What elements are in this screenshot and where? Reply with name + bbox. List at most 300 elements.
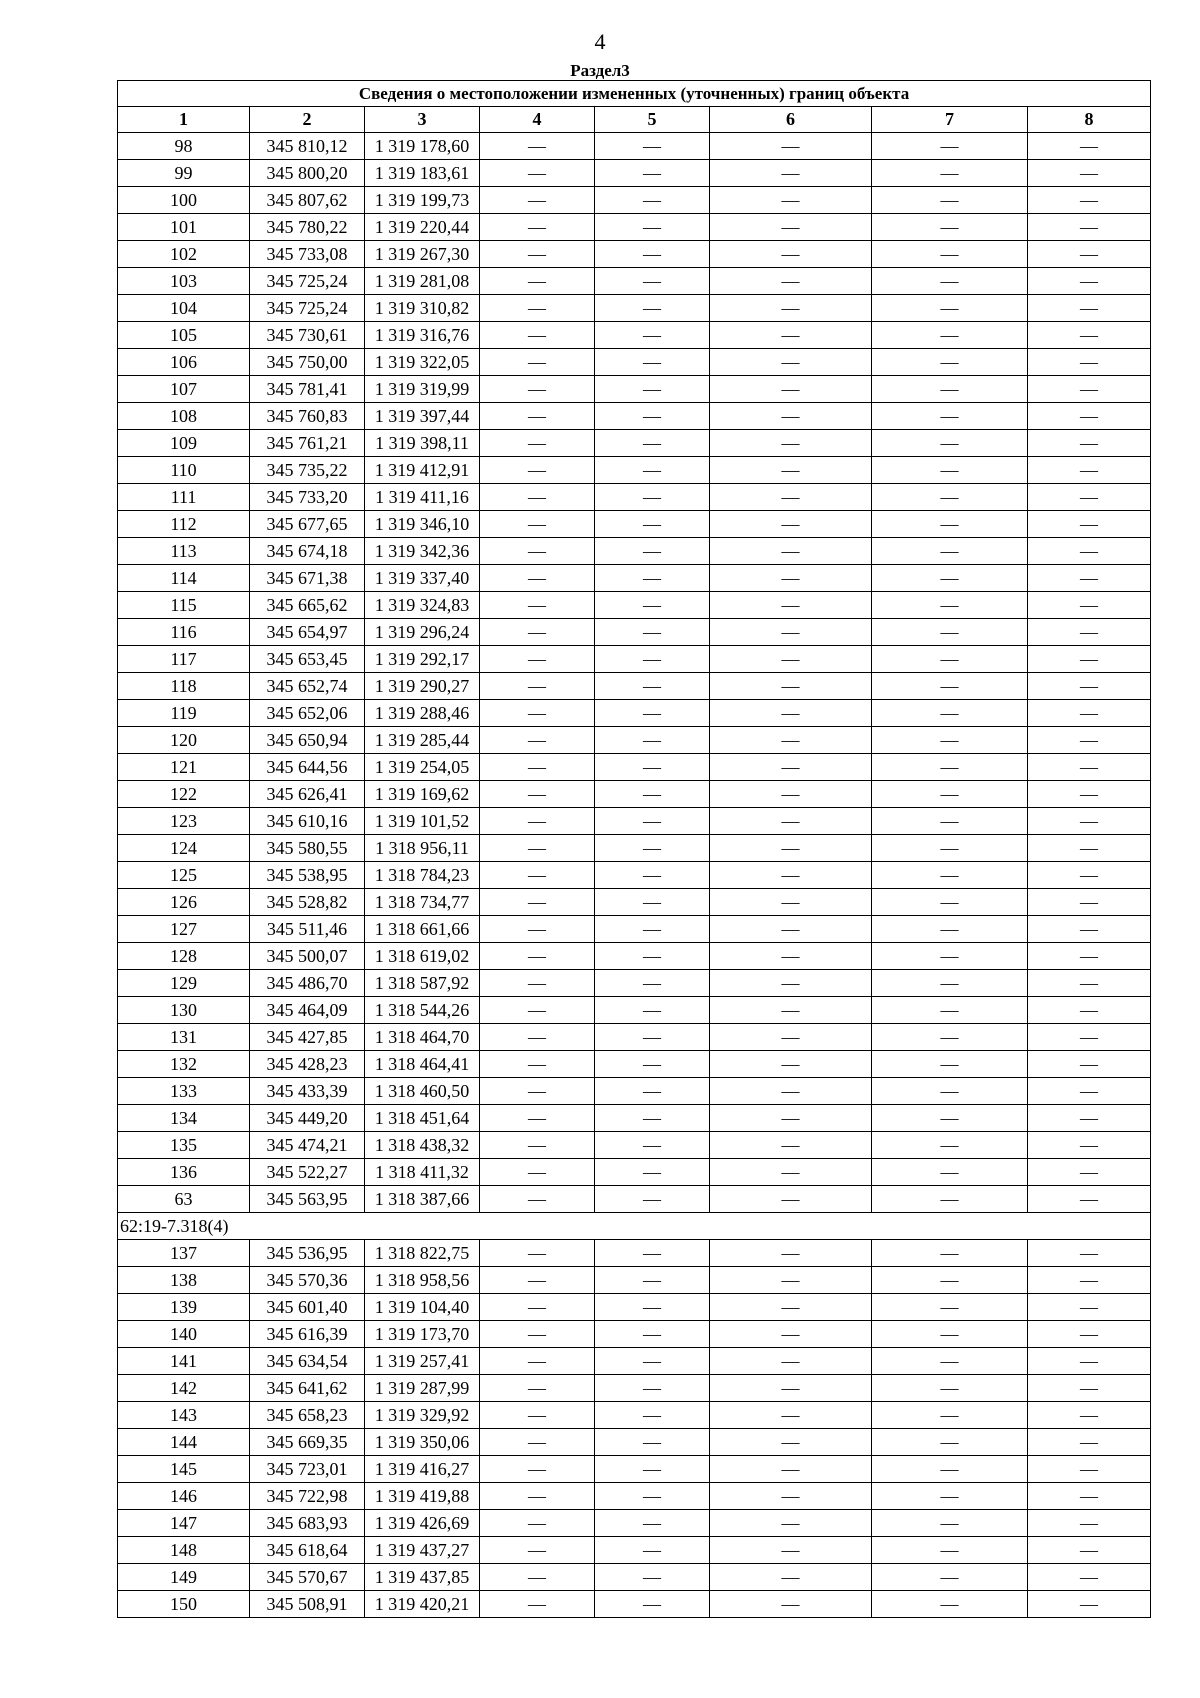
empty-value-cell: —: [595, 268, 710, 295]
empty-value-cell: —: [480, 862, 595, 889]
empty-value-cell: —: [595, 1159, 710, 1186]
coord-x-cell: 345 725,24: [250, 295, 365, 322]
coord-y-cell: 1 319 426,69: [365, 1510, 480, 1537]
empty-value-cell: —: [480, 1402, 595, 1429]
empty-value-cell: —: [595, 133, 710, 160]
empty-value-cell: —: [710, 1456, 872, 1483]
coord-y-cell: 1 318 734,77: [365, 889, 480, 916]
empty-value-cell: —: [1028, 1024, 1151, 1051]
empty-value-cell: —: [595, 1321, 710, 1348]
point-number-cell: 140: [118, 1321, 250, 1348]
coord-y-cell: 1 318 387,66: [365, 1186, 480, 1213]
point-number-cell: 100: [118, 187, 250, 214]
empty-value-cell: —: [1028, 997, 1151, 1024]
empty-value-cell: —: [480, 1321, 595, 1348]
empty-value-cell: —: [872, 187, 1028, 214]
table-row: [118, 1456, 1151, 1483]
empty-value-cell: —: [480, 430, 595, 457]
empty-value-cell: —: [480, 1591, 595, 1618]
empty-value-cell: —: [872, 376, 1028, 403]
empty-value-cell: —: [710, 1078, 872, 1105]
empty-value-cell: —: [480, 565, 595, 592]
point-number-cell: 103: [118, 268, 250, 295]
empty-value-cell: —: [595, 403, 710, 430]
table-row: [118, 133, 1151, 160]
empty-value-cell: —: [595, 1402, 710, 1429]
coord-y-cell: 1 319 419,88: [365, 1483, 480, 1510]
column-header: 2: [250, 107, 365, 133]
coord-x-cell: 345 474,21: [250, 1132, 365, 1159]
point-number-cell: 149: [118, 1564, 250, 1591]
empty-value-cell: —: [872, 1429, 1028, 1456]
empty-value-cell: —: [710, 1186, 872, 1213]
empty-value-cell: —: [480, 1078, 595, 1105]
empty-value-cell: —: [595, 970, 710, 997]
coord-y-cell: 1 319 329,92: [365, 1402, 480, 1429]
empty-value-cell: —: [595, 673, 710, 700]
coord-y-cell: 1 318 784,23: [365, 862, 480, 889]
empty-value-cell: —: [710, 619, 872, 646]
empty-value-cell: —: [480, 511, 595, 538]
empty-value-cell: —: [710, 1105, 872, 1132]
coord-x-cell: 345 781,41: [250, 376, 365, 403]
point-number-cell: 125: [118, 862, 250, 889]
empty-value-cell: —: [710, 808, 872, 835]
coord-y-cell: 1 318 661,66: [365, 916, 480, 943]
coord-x-cell: 345 733,08: [250, 241, 365, 268]
table-title: Сведения о местоположении измененных (уточненных) границ объекта: [118, 81, 1151, 107]
column-header: 1: [118, 107, 250, 133]
empty-value-cell: —: [595, 1483, 710, 1510]
empty-value-cell: —: [1028, 484, 1151, 511]
empty-value-cell: —: [480, 700, 595, 727]
table-row: [118, 1537, 1151, 1564]
empty-value-cell: —: [710, 1159, 872, 1186]
coord-x-cell: 345 730,61: [250, 322, 365, 349]
coord-x-cell: 345 652,74: [250, 673, 365, 700]
empty-value-cell: —: [595, 862, 710, 889]
empty-value-cell: —: [710, 538, 872, 565]
coord-x-cell: 345 580,55: [250, 835, 365, 862]
point-number-cell: 124: [118, 835, 250, 862]
empty-value-cell: —: [1028, 1321, 1151, 1348]
coord-y-cell: 1 319 220,44: [365, 214, 480, 241]
empty-value-cell: —: [872, 1537, 1028, 1564]
coord-x-cell: 345 658,23: [250, 1402, 365, 1429]
empty-value-cell: —: [595, 646, 710, 673]
empty-value-cell: —: [595, 484, 710, 511]
empty-value-cell: —: [710, 1510, 872, 1537]
empty-value-cell: —: [480, 241, 595, 268]
coord-y-cell: 1 319 420,21: [365, 1591, 480, 1618]
empty-value-cell: —: [710, 970, 872, 997]
empty-value-cell: —: [872, 457, 1028, 484]
empty-value-cell: —: [480, 673, 595, 700]
table-row: [118, 1402, 1151, 1429]
parcel-code: 62:19-7.318(4): [118, 1213, 1151, 1240]
table-row: [118, 781, 1151, 808]
point-number-cell: 102: [118, 241, 250, 268]
empty-value-cell: —: [595, 1294, 710, 1321]
empty-value-cell: —: [710, 1051, 872, 1078]
boundary-coordinates-table: [117, 80, 1151, 1618]
empty-value-cell: —: [710, 403, 872, 430]
table-row: [118, 457, 1151, 484]
table-row: [118, 889, 1151, 916]
empty-value-cell: —: [480, 349, 595, 376]
empty-value-cell: —: [710, 889, 872, 916]
coord-y-cell: 1 319 288,46: [365, 700, 480, 727]
empty-value-cell: —: [872, 700, 1028, 727]
empty-value-cell: —: [710, 943, 872, 970]
empty-value-cell: —: [595, 376, 710, 403]
empty-value-cell: —: [1028, 1051, 1151, 1078]
coord-y-cell: 1 319 178,60: [365, 133, 480, 160]
empty-value-cell: —: [480, 1483, 595, 1510]
empty-value-cell: —: [872, 1159, 1028, 1186]
table-row: [118, 862, 1151, 889]
empty-value-cell: —: [872, 1510, 1028, 1537]
empty-value-cell: —: [480, 781, 595, 808]
empty-value-cell: —: [595, 700, 710, 727]
empty-value-cell: —: [710, 1348, 872, 1375]
coord-y-cell: 1 319 316,76: [365, 322, 480, 349]
table-row: [118, 538, 1151, 565]
table-row: [118, 1483, 1151, 1510]
table-row: [118, 187, 1151, 214]
empty-value-cell: —: [710, 268, 872, 295]
empty-value-cell: —: [480, 1051, 595, 1078]
empty-value-cell: —: [872, 754, 1028, 781]
point-number-cell: 120: [118, 727, 250, 754]
coord-x-cell: 345 570,36: [250, 1267, 365, 1294]
table-row: [118, 970, 1151, 997]
empty-value-cell: —: [710, 1024, 872, 1051]
empty-value-cell: —: [710, 133, 872, 160]
empty-value-cell: —: [480, 187, 595, 214]
empty-value-cell: —: [595, 889, 710, 916]
empty-value-cell: —: [1028, 1456, 1151, 1483]
empty-value-cell: —: [710, 457, 872, 484]
empty-value-cell: —: [710, 187, 872, 214]
table-row: [118, 214, 1151, 241]
empty-value-cell: —: [872, 889, 1028, 916]
empty-value-cell: —: [595, 1510, 710, 1537]
coord-y-cell: 1 318 464,70: [365, 1024, 480, 1051]
table-row: [118, 727, 1151, 754]
table-row: [118, 1375, 1151, 1402]
empty-value-cell: —: [1028, 1186, 1151, 1213]
coord-x-cell: 345 722,98: [250, 1483, 365, 1510]
point-number-cell: 107: [118, 376, 250, 403]
table-row: [118, 160, 1151, 187]
empty-value-cell: —: [595, 295, 710, 322]
coord-x-cell: 345 610,16: [250, 808, 365, 835]
empty-value-cell: —: [595, 214, 710, 241]
empty-value-cell: —: [480, 835, 595, 862]
empty-value-cell: —: [710, 862, 872, 889]
coord-x-cell: 345 570,67: [250, 1564, 365, 1591]
coord-x-cell: 345 677,65: [250, 511, 365, 538]
empty-value-cell: —: [480, 322, 595, 349]
table-row: [118, 1429, 1151, 1456]
point-number-cell: 119: [118, 700, 250, 727]
coord-y-cell: 1 319 350,06: [365, 1429, 480, 1456]
empty-value-cell: —: [1028, 1564, 1151, 1591]
empty-value-cell: —: [872, 1375, 1028, 1402]
empty-value-cell: —: [480, 1375, 595, 1402]
empty-value-cell: —: [1028, 511, 1151, 538]
empty-value-cell: —: [872, 349, 1028, 376]
empty-value-cell: —: [710, 241, 872, 268]
empty-value-cell: —: [872, 511, 1028, 538]
coord-y-cell: 1 319 257,41: [365, 1348, 480, 1375]
empty-value-cell: —: [710, 1591, 872, 1618]
column-header: 3: [365, 107, 480, 133]
empty-value-cell: —: [595, 1375, 710, 1402]
coord-x-cell: 345 486,70: [250, 970, 365, 997]
empty-value-cell: —: [872, 160, 1028, 187]
empty-value-cell: —: [872, 1186, 1028, 1213]
table-row: [118, 1105, 1151, 1132]
coord-x-cell: 345 644,56: [250, 754, 365, 781]
point-number-cell: 127: [118, 916, 250, 943]
coord-y-cell: 1 319 437,27: [365, 1537, 480, 1564]
coord-y-cell: 1 319 183,61: [365, 160, 480, 187]
table-row: [118, 619, 1151, 646]
coord-x-cell: 345 674,18: [250, 538, 365, 565]
table-row: [118, 997, 1151, 1024]
empty-value-cell: —: [1028, 133, 1151, 160]
empty-value-cell: —: [595, 1564, 710, 1591]
coord-x-cell: 345 761,21: [250, 430, 365, 457]
table-row: [118, 1591, 1151, 1618]
coord-y-cell: 1 319 104,40: [365, 1294, 480, 1321]
empty-value-cell: —: [1028, 727, 1151, 754]
coord-x-cell: 345 750,00: [250, 349, 365, 376]
point-number-cell: 123: [118, 808, 250, 835]
coord-y-cell: 1 319 101,52: [365, 808, 480, 835]
empty-value-cell: —: [872, 1078, 1028, 1105]
empty-value-cell: —: [710, 1267, 872, 1294]
coord-x-cell: 345 500,07: [250, 943, 365, 970]
point-number-cell: 132: [118, 1051, 250, 1078]
empty-value-cell: —: [1028, 376, 1151, 403]
empty-value-cell: —: [1028, 1402, 1151, 1429]
empty-value-cell: —: [710, 430, 872, 457]
coord-y-cell: 1 318 587,92: [365, 970, 480, 997]
empty-value-cell: —: [480, 808, 595, 835]
empty-value-cell: —: [480, 1348, 595, 1375]
empty-value-cell: —: [872, 241, 1028, 268]
empty-value-cell: —: [1028, 214, 1151, 241]
coord-x-cell: 345 780,22: [250, 214, 365, 241]
empty-value-cell: —: [480, 403, 595, 430]
empty-value-cell: —: [595, 1537, 710, 1564]
table-row: [118, 403, 1151, 430]
empty-value-cell: —: [480, 754, 595, 781]
empty-value-cell: —: [595, 1078, 710, 1105]
table-row: [118, 268, 1151, 295]
point-number-cell: 148: [118, 1537, 250, 1564]
empty-value-cell: —: [595, 1024, 710, 1051]
point-number-cell: 63: [118, 1186, 250, 1213]
point-number-cell: 99: [118, 160, 250, 187]
empty-value-cell: —: [872, 808, 1028, 835]
empty-value-cell: —: [480, 646, 595, 673]
table-row: [118, 646, 1151, 673]
point-number-cell: 145: [118, 1456, 250, 1483]
empty-value-cell: —: [710, 1240, 872, 1267]
point-number-cell: 122: [118, 781, 250, 808]
coord-y-cell: 1 318 460,50: [365, 1078, 480, 1105]
empty-value-cell: —: [710, 1564, 872, 1591]
empty-value-cell: —: [710, 592, 872, 619]
empty-value-cell: —: [1028, 781, 1151, 808]
point-number-cell: 134: [118, 1105, 250, 1132]
coord-x-cell: 345 601,40: [250, 1294, 365, 1321]
empty-value-cell: —: [872, 538, 1028, 565]
empty-value-cell: —: [1028, 187, 1151, 214]
point-number-cell: 114: [118, 565, 250, 592]
coord-y-cell: 1 319 267,30: [365, 241, 480, 268]
empty-value-cell: —: [595, 781, 710, 808]
column-header: 5: [595, 107, 710, 133]
empty-value-cell: —: [710, 646, 872, 673]
point-number-cell: 118: [118, 673, 250, 700]
empty-value-cell: —: [1028, 592, 1151, 619]
table-row: [118, 1510, 1151, 1537]
coord-x-cell: 345 464,09: [250, 997, 365, 1024]
empty-value-cell: —: [1028, 673, 1151, 700]
point-number-cell: 116: [118, 619, 250, 646]
coord-y-cell: 1 319 173,70: [365, 1321, 480, 1348]
table-row: [118, 1321, 1151, 1348]
coord-y-cell: 1 319 437,85: [365, 1564, 480, 1591]
empty-value-cell: —: [710, 754, 872, 781]
empty-value-cell: —: [480, 1510, 595, 1537]
empty-value-cell: —: [595, 241, 710, 268]
table-row: [118, 835, 1151, 862]
empty-value-cell: —: [872, 1402, 1028, 1429]
coord-x-cell: 345 427,85: [250, 1024, 365, 1051]
empty-value-cell: —: [1028, 646, 1151, 673]
empty-value-cell: —: [1028, 241, 1151, 268]
empty-value-cell: —: [872, 1348, 1028, 1375]
point-number-cell: 139: [118, 1294, 250, 1321]
coord-y-cell: 1 319 319,99: [365, 376, 480, 403]
table-row: [118, 592, 1151, 619]
empty-value-cell: —: [480, 1267, 595, 1294]
point-number-cell: 101: [118, 214, 250, 241]
empty-value-cell: —: [710, 1483, 872, 1510]
empty-value-cell: —: [480, 1564, 595, 1591]
empty-value-cell: —: [710, 916, 872, 943]
point-number-cell: 138: [118, 1267, 250, 1294]
coord-y-cell: 1 319 322,05: [365, 349, 480, 376]
column-header: 8: [1028, 107, 1151, 133]
empty-value-cell: —: [595, 808, 710, 835]
coord-x-cell: 345 683,93: [250, 1510, 365, 1537]
coord-y-cell: 1 319 324,83: [365, 592, 480, 619]
table-row: [118, 484, 1151, 511]
table-row: [118, 241, 1151, 268]
empty-value-cell: —: [595, 538, 710, 565]
empty-value-cell: —: [595, 754, 710, 781]
empty-value-cell: —: [595, 322, 710, 349]
empty-value-cell: —: [595, 1267, 710, 1294]
column-header: 4: [480, 107, 595, 133]
table-row: [118, 1348, 1151, 1375]
point-number-cell: 135: [118, 1132, 250, 1159]
empty-value-cell: —: [1028, 430, 1151, 457]
point-number-cell: 112: [118, 511, 250, 538]
empty-value-cell: —: [872, 133, 1028, 160]
coord-y-cell: 1 319 346,10: [365, 511, 480, 538]
empty-value-cell: —: [595, 1105, 710, 1132]
empty-value-cell: —: [1028, 1429, 1151, 1456]
coord-x-cell: 345 725,24: [250, 268, 365, 295]
coord-y-cell: 1 319 310,82: [365, 295, 480, 322]
coord-y-cell: 1 319 292,17: [365, 646, 480, 673]
table-row: [118, 565, 1151, 592]
empty-value-cell: —: [480, 619, 595, 646]
empty-value-cell: —: [710, 727, 872, 754]
point-number-cell: 105: [118, 322, 250, 349]
point-number-cell: 98: [118, 133, 250, 160]
empty-value-cell: —: [595, 430, 710, 457]
coord-y-cell: 1 318 451,64: [365, 1105, 480, 1132]
empty-value-cell: —: [1028, 1105, 1151, 1132]
empty-value-cell: —: [1028, 916, 1151, 943]
empty-value-cell: —: [872, 565, 1028, 592]
empty-value-cell: —: [480, 133, 595, 160]
coord-y-cell: 1 319 296,24: [365, 619, 480, 646]
coord-y-cell: 1 319 412,91: [365, 457, 480, 484]
empty-value-cell: —: [872, 1132, 1028, 1159]
point-number-cell: 108: [118, 403, 250, 430]
empty-value-cell: —: [872, 1483, 1028, 1510]
empty-value-cell: —: [480, 214, 595, 241]
empty-value-cell: —: [872, 781, 1028, 808]
coord-x-cell: 345 618,64: [250, 1537, 365, 1564]
empty-value-cell: —: [872, 1267, 1028, 1294]
coord-y-cell: 1 319 397,44: [365, 403, 480, 430]
coord-x-cell: 345 616,39: [250, 1321, 365, 1348]
empty-value-cell: —: [480, 1294, 595, 1321]
table-row: [118, 1267, 1151, 1294]
empty-value-cell: —: [1028, 322, 1151, 349]
coord-x-cell: 345 511,46: [250, 916, 365, 943]
empty-value-cell: —: [1028, 700, 1151, 727]
empty-value-cell: —: [1028, 970, 1151, 997]
empty-value-cell: —: [710, 781, 872, 808]
coord-y-cell: 1 319 285,44: [365, 727, 480, 754]
column-header: 7: [872, 107, 1028, 133]
empty-value-cell: —: [480, 592, 595, 619]
empty-value-cell: —: [872, 862, 1028, 889]
empty-value-cell: —: [595, 835, 710, 862]
empty-value-cell: —: [595, 592, 710, 619]
empty-value-cell: —: [872, 970, 1028, 997]
empty-value-cell: —: [480, 484, 595, 511]
empty-value-cell: —: [595, 997, 710, 1024]
point-number-cell: 131: [118, 1024, 250, 1051]
empty-value-cell: —: [872, 1456, 1028, 1483]
table-row: [118, 295, 1151, 322]
point-number-cell: 109: [118, 430, 250, 457]
empty-value-cell: —: [710, 1321, 872, 1348]
